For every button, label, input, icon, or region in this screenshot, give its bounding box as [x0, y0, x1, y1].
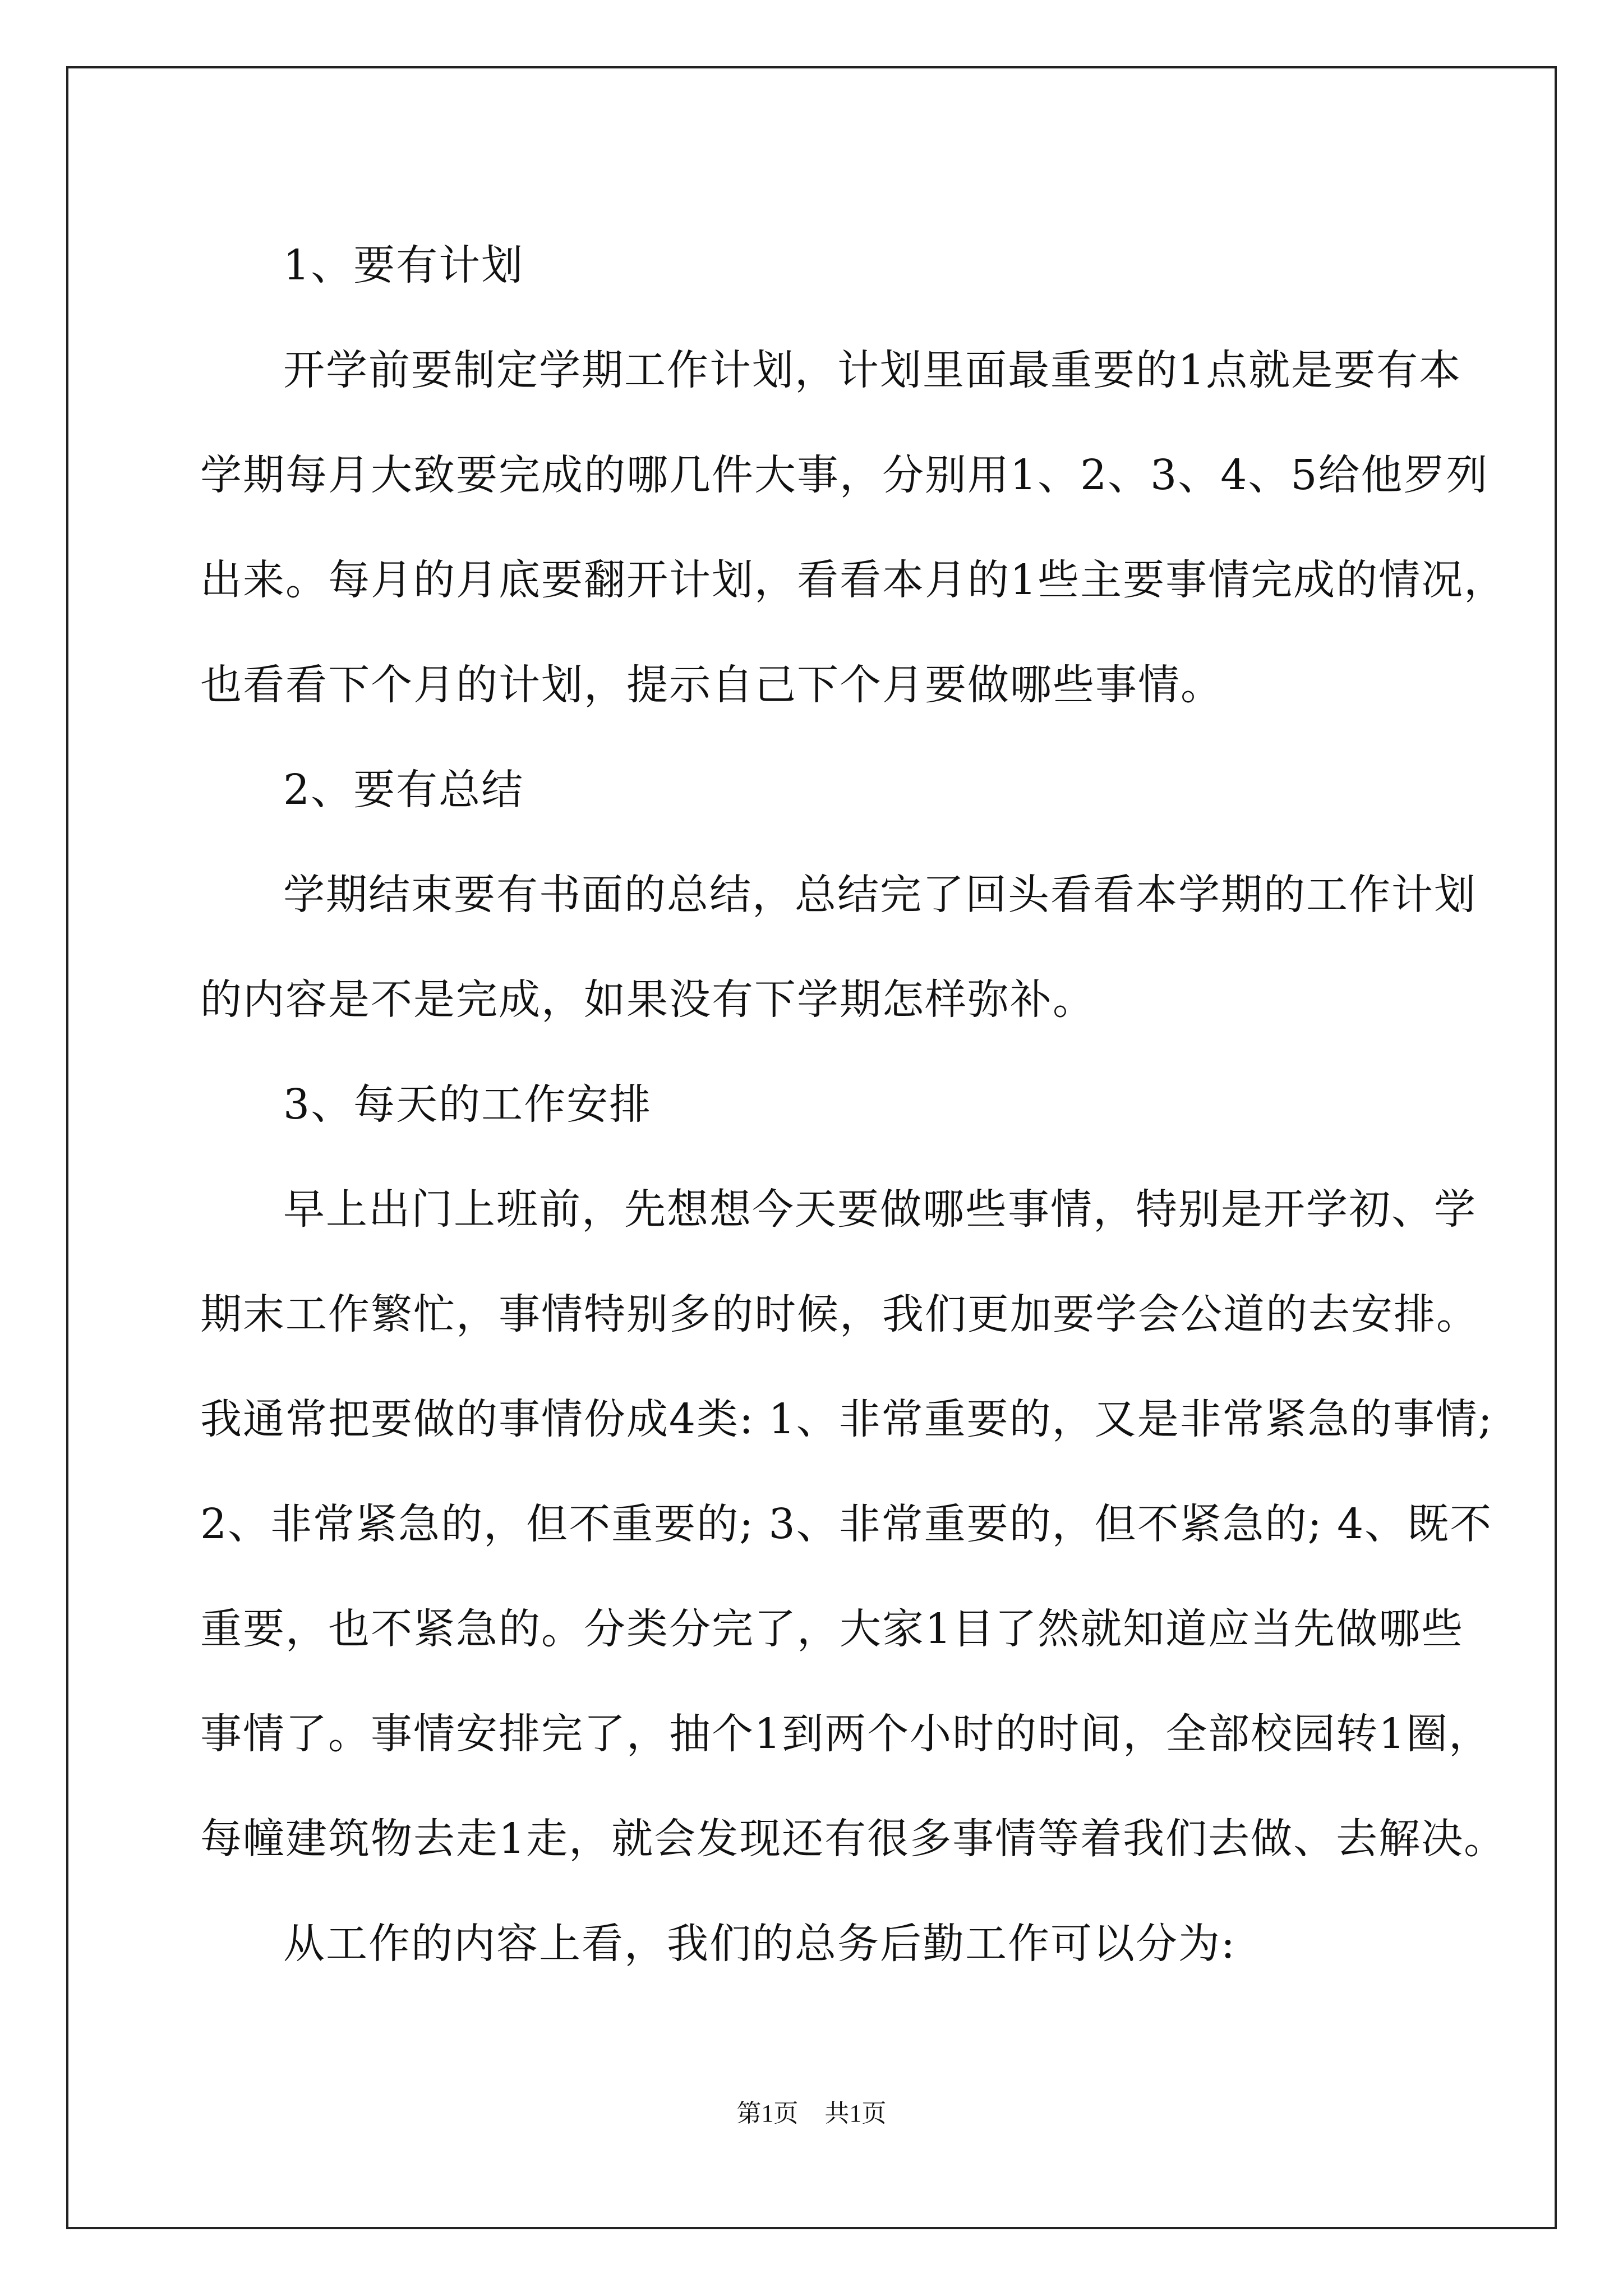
section-heading: 2、要有总结	[283, 766, 524, 814]
paragraph-line: 2、非常紧急的，但不重要的; 3、非常重要的，但不紧急的; 4、既不	[200, 1500, 1493, 1548]
paragraph	[200, 843, 1477, 1052]
paragraph-line: 开学前要制定学期工作计划，计划里面最重要的1点就是要有本	[283, 346, 1462, 394]
paragraph-line: 从工作的内容上看，我们的总务后勤工作可以分为:	[283, 1920, 1236, 1968]
paragraph-line: 我通常把要做的事情份成4类: 1、非常重要的，又是非常紧急的事情;	[200, 1395, 1493, 1443]
section-heading: 1、要有计划	[283, 241, 524, 289]
paragraph-line: 期末工作繁忙，事情特别多的时候，我们更加要学会公道的去安排。	[200, 1290, 1479, 1338]
paragraph-line: 学期结束要有书面的总结，总结完了回头看看本学期的工作计划	[283, 871, 1477, 919]
document-body	[200, 213, 1507, 1996]
paragraph	[200, 1157, 1507, 1892]
paragraph-line: 每幢建筑物去走1走，就会发现还有很多事情等着我们去做、去解决。	[200, 1815, 1507, 1863]
paragraph	[200, 318, 1507, 738]
paragraph-line: 出来。每月的月底要翻开计划，看看本月的1些主要事情完成的情况，	[200, 556, 1507, 604]
page-total: 共1页	[824, 2100, 887, 2127]
paragraph-line: 重要，也不紧急的。分类分完了，大家1目了然就知道应当先做哪些	[200, 1605, 1464, 1653]
paragraph-line: 也看看下个月的计划，提示自己下个月要做哪些事情。	[200, 661, 1223, 709]
paragraph	[200, 1892, 1428, 1996]
section-heading: 3、每天的工作安排	[283, 1080, 652, 1129]
paragraph-line: 事情了。事情安排完了，抽个1到两个小时的时间，全部校园转1圈，	[200, 1710, 1492, 1758]
paragraph-line: 的内容是不是完成，如果没有下学期怎样弥补。	[200, 976, 1095, 1024]
paragraph-line: 学期每月大致要完成的哪几件大事，分别用1、2、3、4、5给他罗列	[200, 451, 1489, 499]
page-footer	[0, 2097, 1623, 2131]
paragraph-line: 早上出门上班前，先想想今天要做哪些事情，特别是开学初、学	[283, 1185, 1477, 1234]
page-number: 第1页	[736, 2100, 799, 2127]
